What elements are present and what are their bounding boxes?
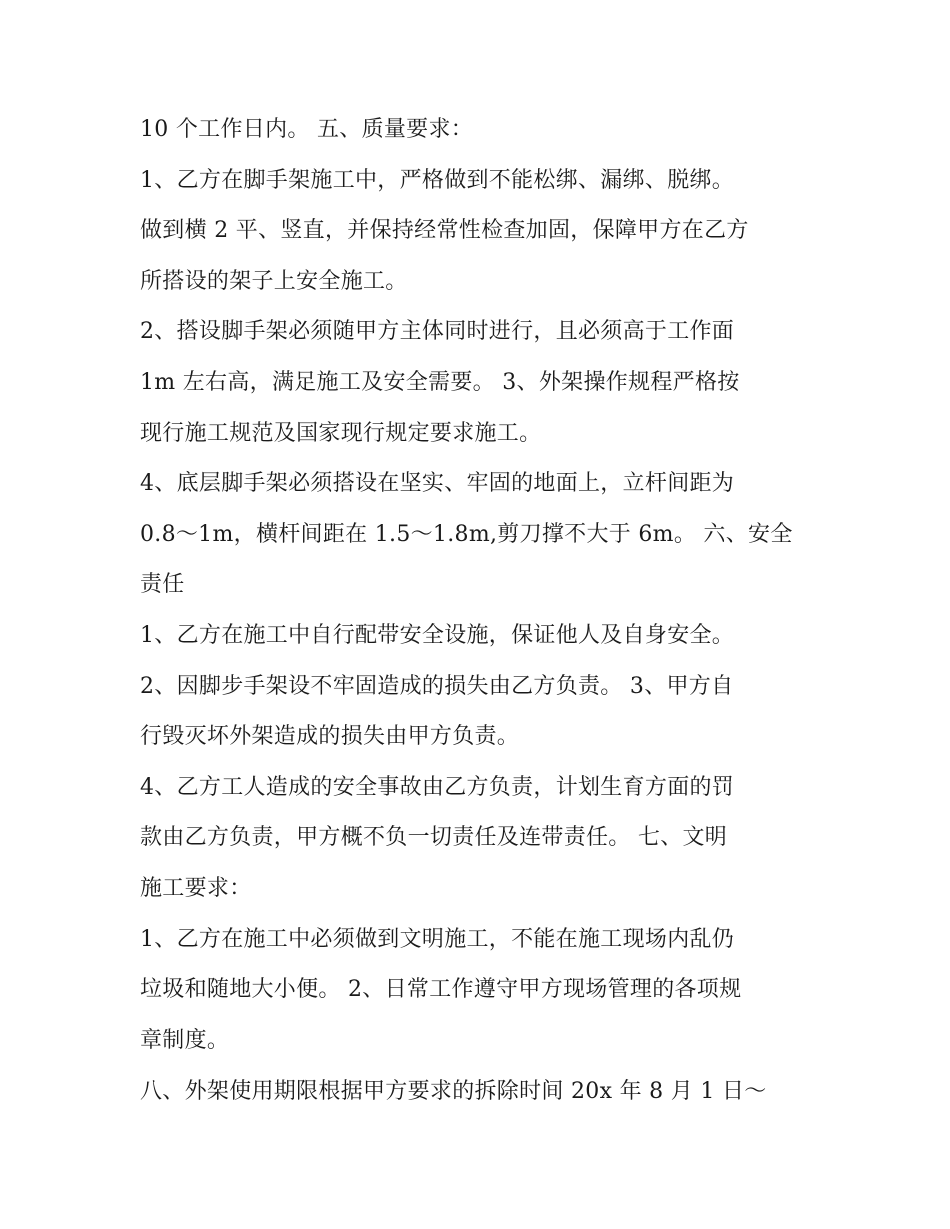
text-line: 所搭设的架子上安全施工。 <box>140 269 408 294</box>
text-line: 八、外架使用期限根据甲方要求的拆除时间 20x 年 8 月 1 日～ <box>140 1079 767 1104</box>
text-line: 10 个工作日内。 五、质量要求： <box>140 117 474 142</box>
text-line: 垃圾和随地大小便。 2、日常工作遵守甲方现场管理的各项规 <box>140 977 742 1002</box>
text-line: 行毁灭坏外架造成的损失由甲方负责。 <box>140 724 520 749</box>
text-line: 章制度。 <box>140 1028 230 1053</box>
text-line: 1、乙方在施工中必须做到文明施工，不能在施工现场内乱仍 <box>140 927 735 952</box>
text-line: 施工要求： <box>140 876 252 901</box>
text-line: 4、乙方工人造成的安全事故由乙方负责，计划生育方面的罚 <box>140 775 735 800</box>
text-line: 2、搭设脚手架必须随甲方主体同时进行，且必须高于工作面 <box>140 319 735 344</box>
text-line: 2、因脚步手架设不牢固造成的损失由乙方负责。 3、甲方自 <box>140 674 734 699</box>
text-line: 责任 <box>140 572 185 597</box>
text-line: 4、底层脚手架必须搭设在坚实、牢固的地面上，立杆间距为 <box>140 471 735 496</box>
text-line: 现行施工规范及国家现行规定要求施工。 <box>140 421 542 446</box>
text-line: 款由乙方负责，甲方概不负一切责任及连带责任。 七、文明 <box>140 825 728 850</box>
text-line: 1、乙方在脚手架施工中，严格做到不能松绑、漏绑、脱绑。 <box>140 168 735 193</box>
text-line: 1m 左右高，满足施工及安全需要。 3、外架操作规程严格按 <box>140 370 740 395</box>
text-line: 做到横 2 平、竖直，并保持经常性检查加固，保障甲方在乙方 <box>140 218 749 243</box>
text-line: 0.8～1m，横杆间距在 1.5～1.8m,剪刀撑不大于 6m。 六、安全 <box>140 522 793 547</box>
text-line: 1、乙方在施工中自行配带安全设施，保证他人及自身安全。 <box>140 623 735 648</box>
